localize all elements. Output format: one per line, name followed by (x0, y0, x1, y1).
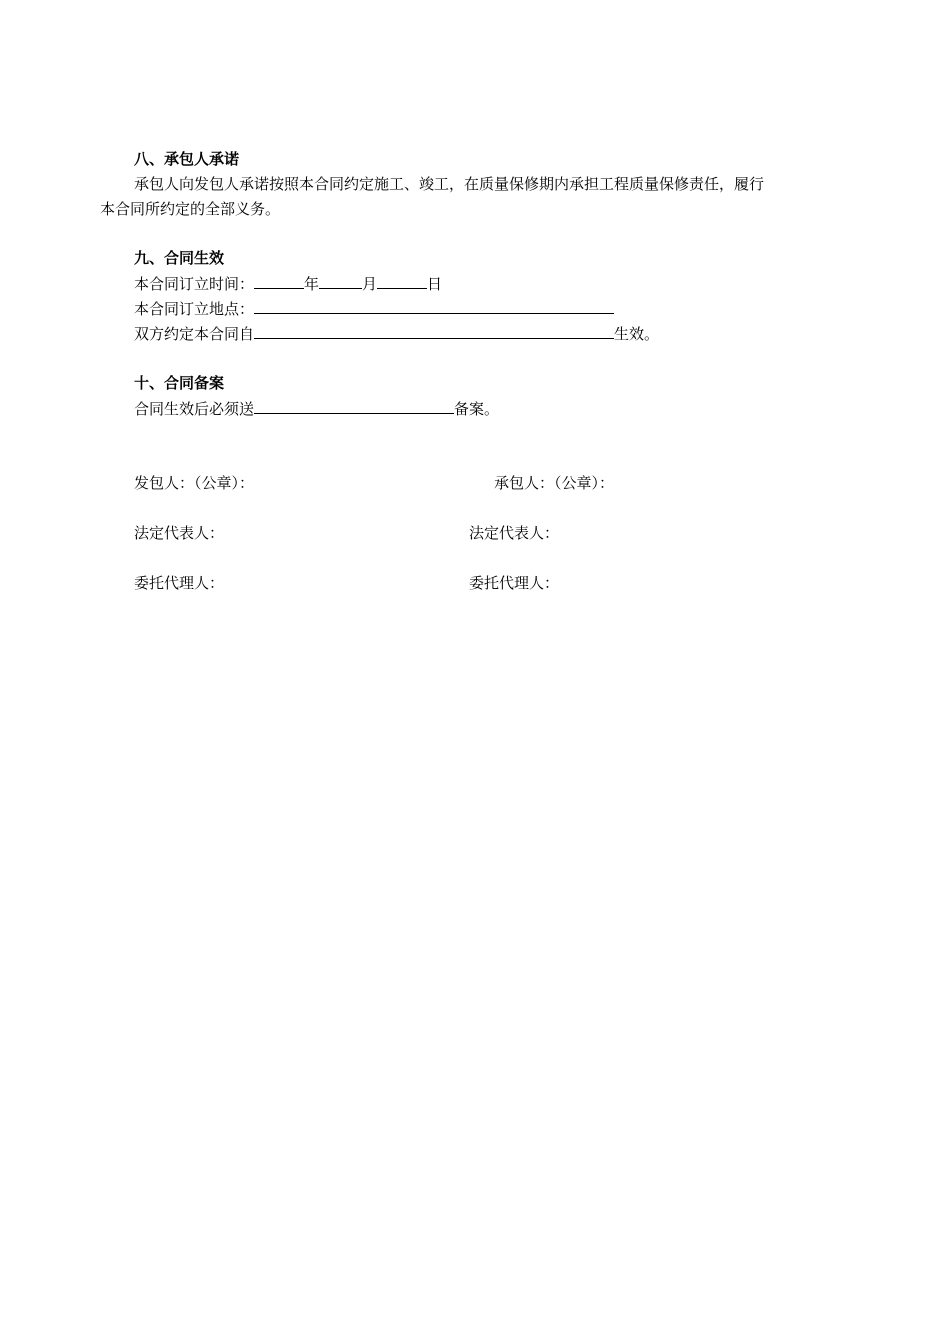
effective-prefix: 双方约定本合同自 (134, 325, 255, 343)
section-8-paragraph-line-1: 承包人向发包人承诺按照本合同约定施工、竣工，在质量保修期内承担工程质量保修责任，履行 (134, 175, 765, 193)
section-9-heading: 九、合同生效 (134, 249, 225, 267)
contractor-agent-label: 委托代理人： (469, 574, 560, 592)
year-blank (254, 273, 304, 289)
section-8-paragraph-line-2: 本合同所约定的全部义务。 (100, 200, 281, 218)
year-label: 年 (304, 275, 320, 293)
month-blank (319, 273, 362, 289)
employer-legal-rep-label: 法定代表人： (134, 524, 225, 542)
filing-prefix: 合同生效后必须送 (134, 400, 255, 418)
filing-blank (254, 398, 454, 414)
contractor-legal-rep-label: 法定代表人： (469, 524, 560, 542)
day-label: 日 (427, 275, 443, 293)
place-blank (254, 298, 614, 314)
section-8-heading: 八、承包人承诺 (134, 150, 240, 168)
contractor-seal-label: 承包人：（公章）： (494, 474, 615, 492)
filing-suffix: 备案。 (454, 400, 500, 418)
contract-place-row (134, 298, 614, 318)
day-blank (377, 273, 427, 289)
month-label: 月 (362, 275, 378, 293)
employer-agent-label: 委托代理人： (134, 574, 225, 592)
section-10-heading: 十、合同备案 (134, 374, 225, 392)
contract-date-row (134, 273, 442, 293)
employer-seal-label: 发包人：（公章）： (134, 474, 255, 492)
contract-place-label: 本合同订立地点： (134, 300, 255, 318)
filing-row (134, 398, 499, 418)
effective-date-row (134, 323, 659, 343)
effective-suffix: 生效。 (614, 325, 660, 343)
contract-date-label: 本合同订立时间： (134, 275, 255, 293)
effective-blank (254, 323, 614, 339)
